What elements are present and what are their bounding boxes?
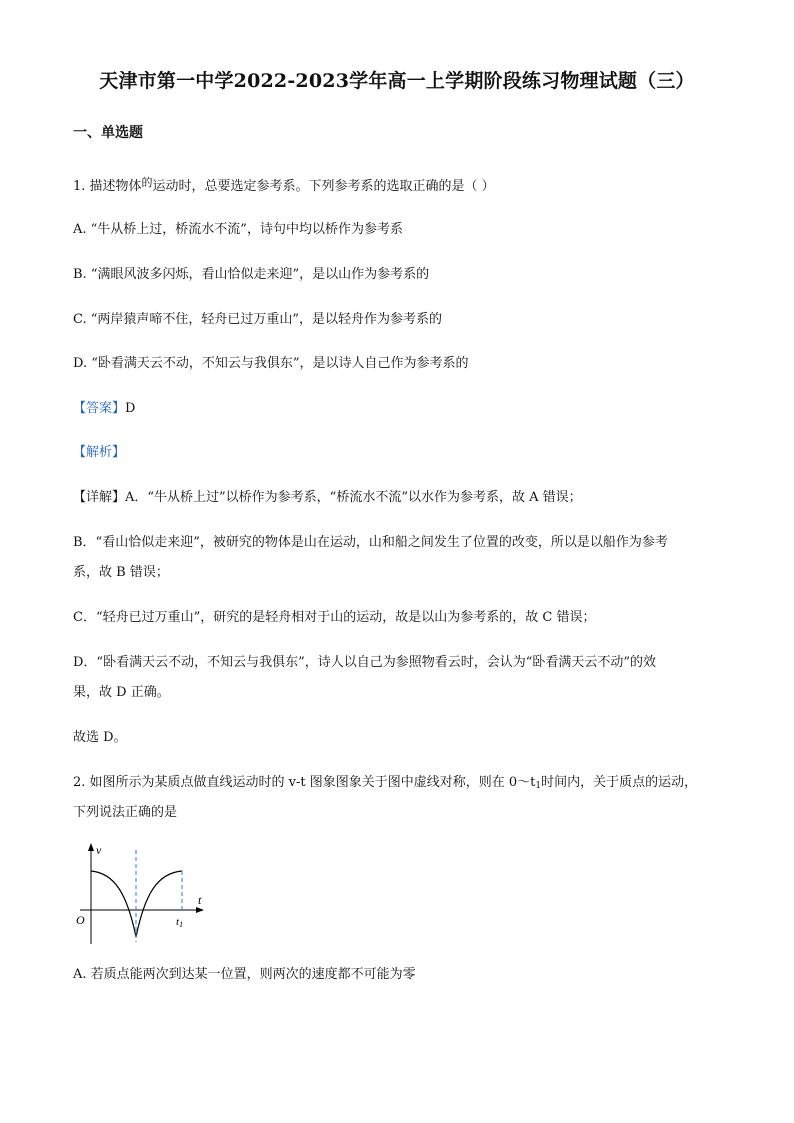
v-label: v	[96, 843, 102, 857]
q2-stem-line-2: 下列说法正确的是	[73, 805, 178, 820]
q1-option-c: C. “两岸猿声啼不住，轻舟已过万重山”，是以轻舟作为参考系的	[73, 312, 443, 327]
q2-stem-start: 2. 如图所示为某质点做直线运动时的 v-t 图象图象关于图中虚线对称，则在 0～t	[73, 775, 536, 790]
q2-stem-line-1	[73, 773, 697, 796]
q2-option-a: A. 若质点能两次到达某一位置，则两次的速度都不可能为零	[73, 967, 416, 982]
page-title: 天津市第一中学2022-2023学年高一上学期阶段练习物理试题（三）	[99, 70, 695, 92]
q1-option-d: D. “卧看满天云不动，不知云与我俱东”，是以诗人自己作为参考系的	[73, 356, 469, 371]
t-label: t	[198, 893, 202, 907]
q1-stem-small: 的	[141, 176, 153, 189]
t1-label: t1	[176, 916, 184, 929]
q1-stem-end: 运动时，总要选定参考系。下列参考系的选取正确的是（ ）	[152, 179, 495, 194]
detail-line-6: 果，故 D 正确。	[73, 685, 170, 700]
detail-line-1: 【详解】A．“牛从桥上过”以桥作为参考系，“桥流水不流”以水作为参考系，故 A 错误；	[73, 490, 582, 505]
q1-stem	[73, 173, 495, 197]
q1-option-b: B. “满眼风波多闪烁，看山恰似走来迎”，是以山作为参考系的	[73, 267, 430, 282]
q1-stem-start: 1. 描述物体	[73, 179, 142, 194]
detail-line-2: B．“看山恰似走来迎”，被研究的物体是山在运动，山和船之间发生了位置的改变，所以是以船作为参考	[73, 535, 668, 550]
q1-answer	[73, 399, 135, 419]
q2-stem-end: 时间内，关于质点的运动，	[541, 775, 698, 790]
answer-value: D	[125, 401, 136, 416]
v-axis-arrow	[88, 843, 94, 851]
detail-line-4: C．“轻舟已过万重山”，研究的是轻舟相对于山的运动，故是以山为参考系的，故 C 错误；	[73, 610, 596, 625]
conclusion: 故选 D。	[73, 730, 127, 745]
analysis-label: 【解析】	[73, 445, 126, 460]
vt-graph	[72, 838, 212, 950]
section-heading: 一、单选题	[73, 125, 143, 141]
t1-subscript: 1	[179, 920, 184, 929]
t-axis-arrow	[196, 907, 204, 913]
detail-line-5: D．“卧看满天云不动，不知云与我俱东”，诗人以自己为参照物看云时，会认为“卧看满天云不动”的效	[73, 655, 657, 670]
q2-stem-subscript: 1	[535, 781, 542, 791]
q1-option-a: A. “牛从桥上过，桥流水不流”，诗句中均以桥作为参考系	[73, 222, 403, 237]
origin-label: O	[76, 913, 85, 927]
detail-line-3: 系，故 B 错误；	[73, 565, 169, 580]
answer-label: 【答案】	[73, 401, 126, 416]
